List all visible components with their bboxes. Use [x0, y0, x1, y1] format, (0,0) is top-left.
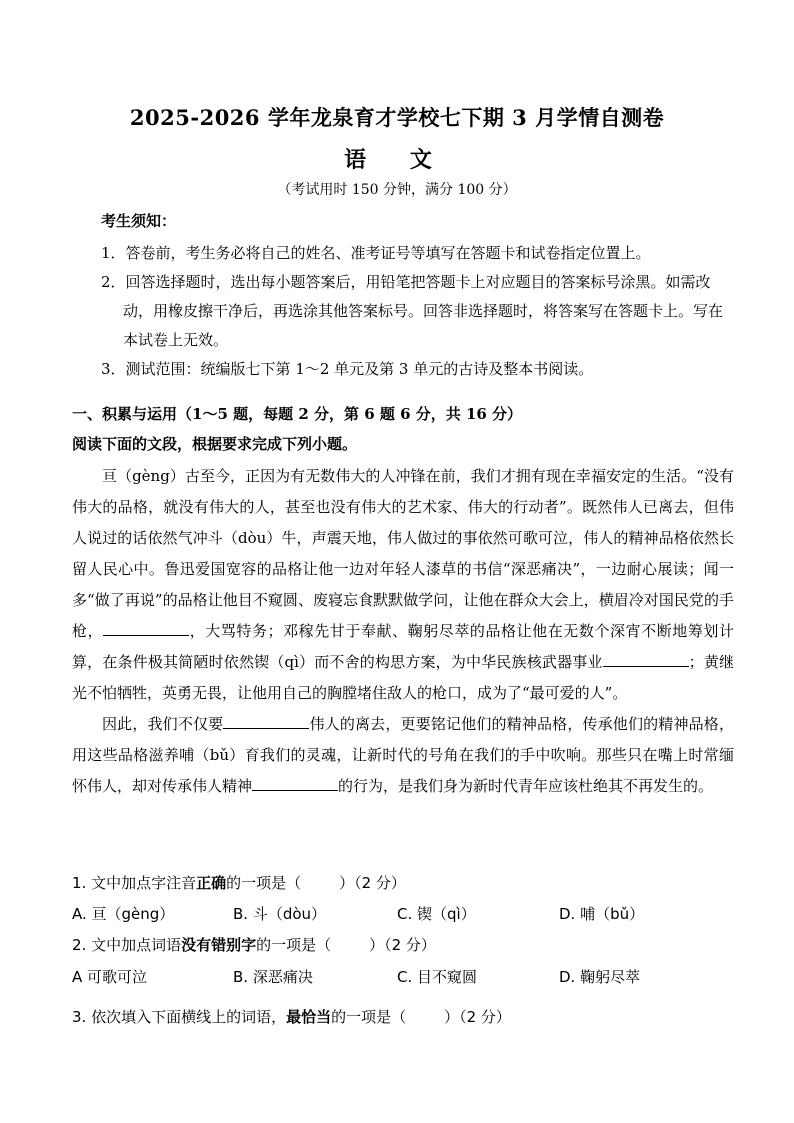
fill-blank	[252, 776, 338, 791]
exam-title: 2025-2026 学年龙泉育才学校七下期 3 月学情自测卷	[129, 105, 665, 130]
notice-list	[101, 239, 726, 384]
option-b[interactable]: B. 深恶痛决	[233, 968, 313, 986]
question-3: 3. 依次填入下面横线上的词语，最恰当的一项是（ ）（2 分）	[72, 1008, 511, 1026]
reading-passage	[72, 461, 734, 802]
question-2: 2. 文中加点词语没有错别字的一项是（ ）（2 分）	[72, 936, 436, 954]
option-a[interactable]: A 可歌可泣	[72, 968, 148, 986]
subject-title: 语 文	[344, 147, 450, 173]
notice-item: 1．答卷前，考生务必将自己的姓名、准考证号等填写在答题卡和试卷指定位置上。	[101, 244, 651, 262]
option-c[interactable]: C. 目不窥圆	[397, 968, 478, 986]
option-b[interactable]: B. 斗（dòu）	[233, 905, 327, 923]
section-instruction: 阅读下面的文段，根据要求完成下列小题。	[72, 435, 358, 453]
option-c[interactable]: C. 锲（qì）	[397, 905, 476, 923]
notice-title: 考生须知：	[101, 212, 177, 230]
question-1: 1. 文中加点字注音正确的一项是（ ）（2 分）	[72, 874, 406, 892]
exam-info: （考试用时 150 分钟，满分 100 分）	[277, 182, 517, 198]
option-d[interactable]: D. 哺（bǔ）	[559, 905, 645, 923]
passage-paragraph-2: 因此，我们不仅要 伟人的离去，更要铭记他们的精神品格，传承他们的精神品格，用这些品格滋养哺（bǔ）育我们的灵魂，让新时代的号角在我们的手中吹响。那些只在嘴上时常缅怀伟人，却对传承伟人精神 的行为，是我们身为新时代青年应该杜绝其不再发生的。	[72, 715, 734, 795]
option-d[interactable]: D. 鞠躬尽萃	[559, 968, 641, 986]
section-heading: 一、积累与运用（1～5 题，每题 2 分，第 6 题 6 分，共 16 分）	[72, 405, 523, 423]
notice-item: 3．测试范围：统编版七下第 1～2 单元及第 3 单元的古诗及整本书阅读。	[101, 360, 594, 378]
fill-blank	[223, 714, 309, 729]
option-a[interactable]: A. 亘（gèng）	[72, 905, 175, 923]
notice-item: 2．回答选择题时，选出每小题答案后，用铅笔把答题卡上对应题目的答案标号涂黑。如需改动，用橡皮擦干净后，再选涂其他答案标号。回答非选择题时，将答案写在答题卡上。写在本试卷上无效。	[101, 273, 724, 349]
fill-blank	[603, 652, 689, 667]
passage-paragraph-1: 亘（gèng）古至今，正因为有无数伟大的人冲锋在前，我们才拥有现在幸福安定的生活。“没有伟大的品格，就没有伟大的人，甚至也没有伟大的艺术家、伟大的行动者”。既然伟人已离去，但伟人说过的话依然气冲斗（dòu）牛，声震天地，伟人做过的事依然可歌可泣，伟人的精神品格依然长留人民心中。鲁迅爱国宽容的品格让他一边对年轻人漆草的书信“深恶痛决”，一边耐心展读；闻一多“做了再说”的品格让他目不窥圆、废寝忘食默默做学问，让他在群众大会上，横眉冷对国民党的手枪， ，大骂特务；邓稼先甘于奉献、鞠躬尽萃的品格让他在无数个深宵不断地筹划计算，在条件极其简陋时依然锲（qì）而不舍的构思方案，为中华民族核武器事业 ；黄继光不怕牺牲，英勇无畏，让他用自己的胸膛堵住敌人的枪口，成为了“最可爱的人”。	[72, 467, 734, 702]
fill-blank	[103, 621, 189, 636]
